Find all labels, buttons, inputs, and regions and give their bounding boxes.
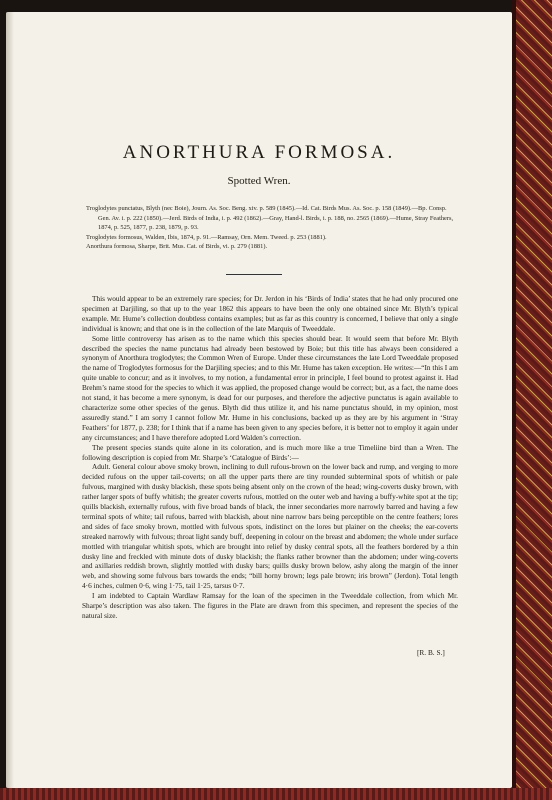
paragraph: Adult. General colour above smoky brown, inclining to dull rufous-brown on the lower back and rump, and verging to more decided rufous on the upper tail-coverts; on all the upper parts there are tiny rounded subterminal spots of whitish or pale fulvous, margined with dusky blackish, these spots being absent only on the crown of the head; wing-coverts dusky brown, with rather larger spots of buffy whitish; the greater coverts rufous, mottled on the outer web and having a buffy-white spot at the tip; quills blackish, externally rufous, with five broad bands of black, the inner secondaries more narrowly barred and having a few terminal spots of white; tail rufous, barred with blackish, about nine narrow bars being perceptible on the centre feathers; lores and sides of face smoky brown, mottled with fulvous spots, indistinct on the lores but plainer on the cheeks; the ear-coverts streaked narrowly with fulvous; throat light sandy buff, deepening in colour on the breast and abdomen; the whole under surface mottled with triangular whitish spots, which are brought into relief by dusky central spots, all the feathers bordered by a thin dusky line and freckled with minute dots of dusky blackish; the flanks rather browner than the abdomen; under wing-coverts and axillaries reddish brown, slightly mottled with dusky bars; quills dusky brown below, ashy along the margin of the inner web, and showing some fulvous bars towards the ends; “bill horny brown; legs pale brown; iris brown” (Jerdon). Total length 4·6 inches, culmen 0·6, wing 1·75, tail 1·25, tarsus 0·7.: [82, 462, 458, 591]
synonymy-references: [86, 204, 456, 252]
paragraph: This would appear to be an extremely rare species; for Dr. Jerdon in his ‘Birds of India’ states that he had only procured one specimen at Darjiling, so that up to the year 1862 this appears to have been the only one obtained since Mr. Blyth’s typical example. Mr. Hume’s collection doubtless contains examples; but as far as this country is concerned, I believe that only a single individual is known; and that one is in the collection of the late Marquis of Tweeddale.: [82, 294, 458, 333]
section-divider: [226, 274, 282, 275]
paragraph: I am indebted to Captain Wardlaw Ramsay for the loan of the specimen in the Tweeddale collection, from which Mr. Sharpe’s description was also taken. The figures in the Plate are drawn from this specimen, and represent the species of the natural size.: [82, 591, 458, 620]
reference-entry: Troglodytes formosus, Walden, Ibis, 1874, p. 91.—Ramsay, Orn. Mem. Tweed. p. 253 (1881).: [86, 233, 327, 241]
body-text: [82, 294, 458, 621]
page-gutter-shadow: [6, 12, 14, 788]
book-binding-edge: [512, 0, 552, 800]
book-bottom-edge: [0, 788, 552, 800]
reference-entry: Troglodytes punctatus, Blyth (nec Boie), Journ. As. Soc. Beng. xiv. p. 589 (1845).—Id. Cat. Birds Mus. As. Soc. p. 158 (1849).—Bp. Consp. Gen. Av. i. p. 222 (1850).—Jerd. Birds of India, i. p. 492 (1862).—Gray, Hand-l. Birds, i. p. 188, no. 2565 (1869).—Hume, Stray Feathers, 1874, p. 525, 1877, p. 238, 1879, p. 93.: [86, 205, 454, 231]
page-title: ANORTHURA FORMOSA.: [122, 142, 396, 163]
paragraph: Some little controversy has arisen as to the name which this species should bear. It would seem that before Mr. Blyth described the species the name punctatus had already been bestowed by Boie; but this title has always been considered a synonym of Anorthura troglodytes; the Common Wren of Europe. Under these circumstances the late Lord Tweeddale proposed the name of Troglodytes formosus for the Darjiling species; and to this Mr. Hume has taken exception. He writes:—“In this I am quite unable to concur; and as it involves, to my notion, a fundamental error in principle, I feel bound to protest against it. Had Brehm’s name stood for the species to which it was applied, the proposed change would be correct; but, as a fact, the name does not stand, it has become a mere synonym, is dead for our purposes, and therefore the adjective punctatus is again available to characterize some other species of the genus. Blyth did thus utilize it, and his name punctatus should, in my opinion, most assuredly stand.” I am sorry I cannot follow Mr. Hume in his conclusions, backed up as they are by his argument in ‘Stray Feathers’ for 1877, p. 238; for I think that if a name has been given to any species before, it is better not to employ it again under any circumstances; and I have therefore adopted Lord Walden’s correction.: [82, 333, 458, 442]
reference-entry: Anorthura formosa, Sharpe, Brit. Mus. Cat. of Birds, vi. p. 279 (1881).: [86, 243, 268, 250]
book-page: [6, 12, 512, 788]
page-subtitle: Spotted Wren.: [227, 175, 291, 187]
paragraph: The present species stands quite alone in its coloration, and is much more like a true Timeliine bird than a Wren. The following description is copied from Mr. Sharpe’s ‘Catalogue of Birds’:—: [82, 442, 458, 462]
author-signature: [R. B. S.]: [417, 648, 445, 657]
